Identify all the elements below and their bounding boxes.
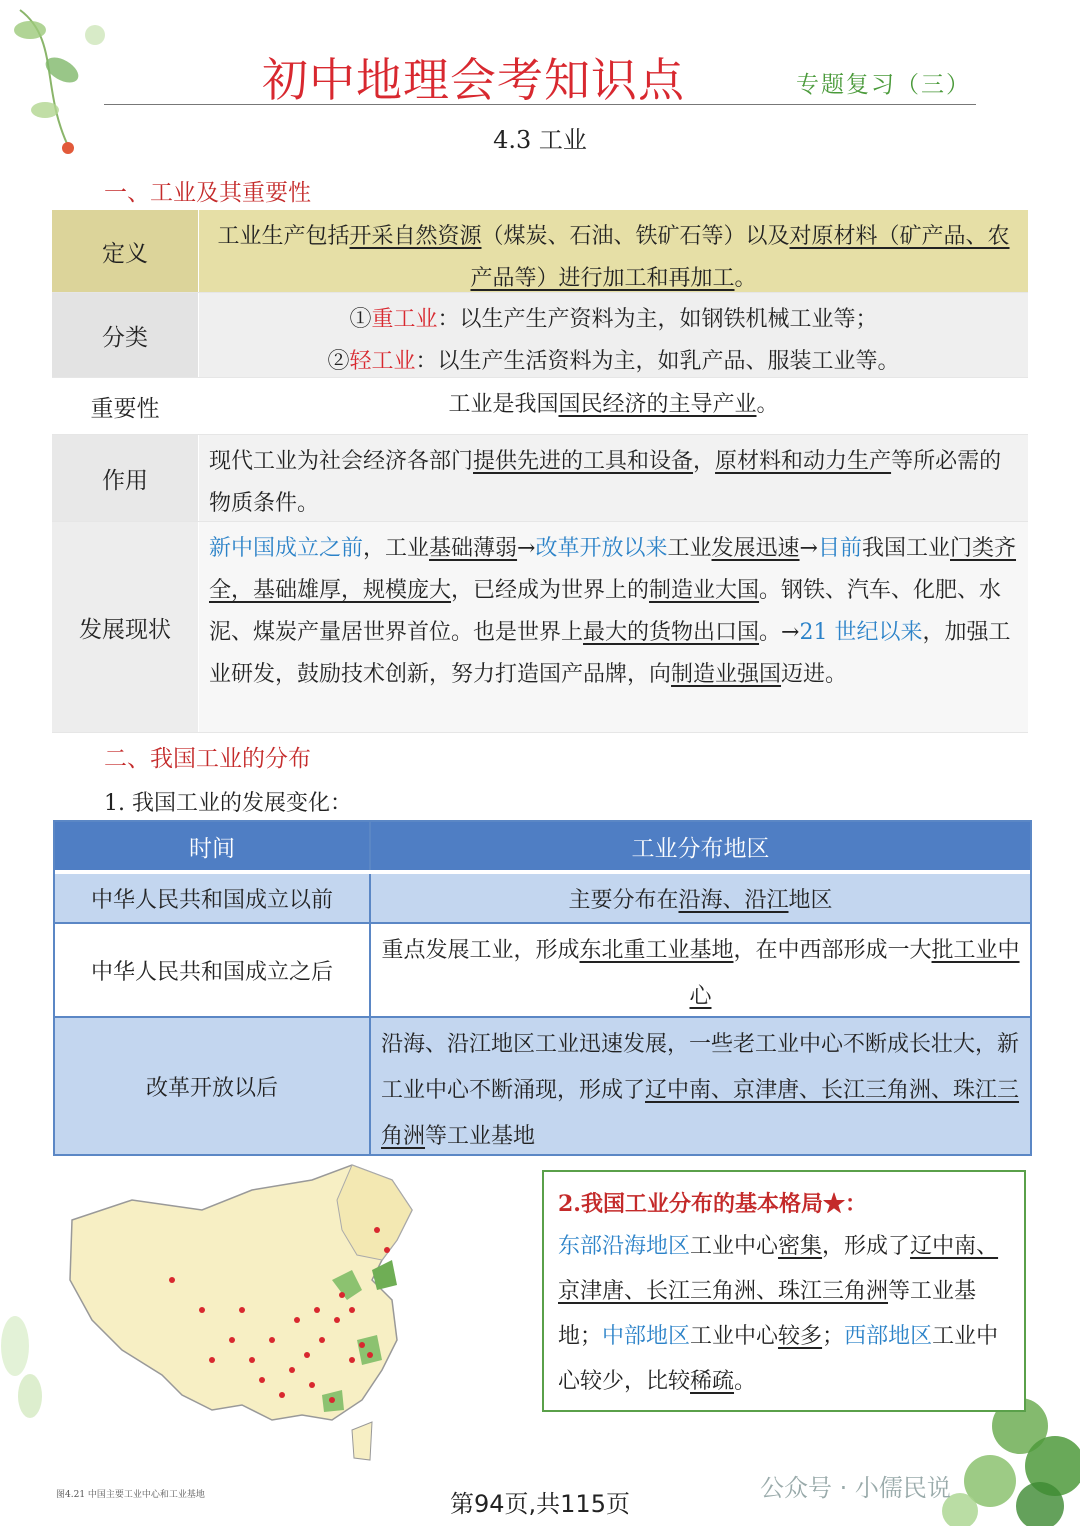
title-divider — [104, 104, 976, 105]
region-cell: 重点发展工业，形成东北重工业基地，在中西部形成一大批工业中心 — [381, 938, 1020, 1009]
page-subtitle: 专题复习（三） — [796, 72, 971, 98]
row-label: 发展现状 — [52, 522, 198, 732]
box-text: 东部沿海地区工业中心密集，形成了辽中南、京津唐、长江三角洲、珠江三角洲等工业基地；中部地区工业中心较多；西部地区工业中心较少，比较稀疏。 — [558, 1234, 999, 1394]
table-row — [55, 874, 1030, 924]
table-row — [55, 1018, 1030, 1154]
part1-heading: 一、工业及其重要性 — [104, 180, 311, 206]
time-cell: 中华人民共和国成立以前 — [55, 874, 371, 922]
importance-text: 工业是我国国民经济的主导产业。 — [198, 378, 1028, 434]
map-caption: 图4.21 中国主要工业中心和工业基地 — [56, 1490, 205, 1500]
row-label: 作用 — [52, 435, 198, 521]
part2-subheading: 1. 我国工业的发展变化： — [104, 791, 352, 816]
time-cell: 改革开放以后 — [55, 1018, 371, 1154]
industry-overview-table — [52, 210, 1028, 733]
region-cell: 沿海、沿江地区工业迅速发展，一些老工业中心不断成长壮大，新工业中心不断涌现，形成了辽中南、京津唐、长江三角洲、珠江三角洲等工业基地 — [381, 1032, 1020, 1149]
table-row — [52, 293, 1028, 378]
region-cell: 主要分布在沿海、沿江地区 — [568, 888, 833, 913]
table-row — [52, 522, 1028, 733]
part2-heading: 二、我国工业的分布 — [104, 746, 311, 772]
page-title: 初中地理会考知识点 — [262, 53, 685, 107]
watermark: 公众号 · 小儒民说 — [760, 1474, 951, 1502]
time-cell: 中华人民共和国成立之后 — [55, 924, 371, 1016]
distribution-pattern-box — [542, 1170, 1026, 1412]
column-header: 时间 — [55, 822, 371, 870]
table-row — [55, 924, 1030, 1018]
role-text: 现代工业为社会经济各部门提供先进的工具和设备，原材料和动力生产等所必需的物质条件。 — [198, 435, 1028, 521]
table-row — [52, 435, 1028, 522]
table-header — [55, 822, 1030, 874]
china-industry-map — [52, 1160, 472, 1510]
table-row — [52, 210, 1028, 293]
classification-text: ①重工业：以生产生产资料为主，如钢铁机械工业等； ②轻工业：以生产生活资料为主，如乳产品、服装工业等。 — [198, 293, 1028, 377]
table-row — [52, 378, 1028, 435]
development-text: 新中国成立之前，工业基础薄弱→改革开放以来工业发展迅速→目前我国工业门类齐全，基础雄厚，规模庞大，已经成为世界上的制造业大国。钢铁、汽车、化肥、水泥、煤炭产量居世界首位。也是世界上最大的货物出口国。→21 世纪以来，加强工业研发，鼓励技术创新，努力打造国产品牌，向制造业强国迈进。 — [198, 522, 1028, 732]
row-label: 定义 — [52, 210, 198, 292]
row-label: 重要性 — [90, 395, 160, 422]
column-header: 工业分布地区 — [631, 835, 770, 862]
section-heading: 4.3 工业 — [493, 126, 587, 154]
box-title: 2.我国工业分布的基本格局★： — [558, 1191, 867, 1217]
industry-distribution-table — [53, 820, 1032, 1156]
page-number: 第94页,共115页 — [450, 1490, 630, 1518]
leaf-decoration-icon — [0, 1306, 60, 1426]
row-label: 分类 — [52, 293, 198, 377]
definition-text: 工业生产包括开采自然资源（煤炭、石油、铁矿石等）以及对原材料（矿产品、农产品等）进行加工和再加工。 — [198, 210, 1028, 292]
